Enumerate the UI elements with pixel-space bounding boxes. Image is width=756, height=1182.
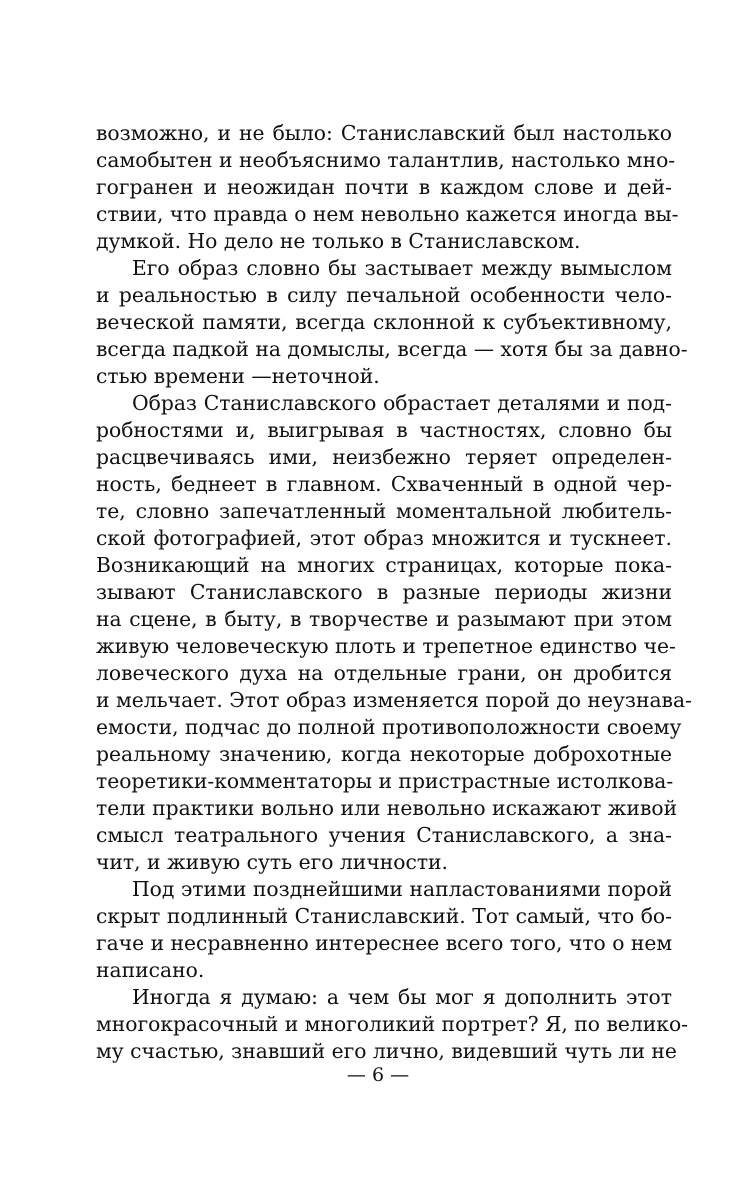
page-body xyxy=(96,120,692,1065)
text-line: Возникающий на многих страницах, которые пока- xyxy=(96,553,672,577)
paragraph xyxy=(96,390,692,876)
text-line: ской фотографией, этот образ множится и тускнеет. xyxy=(96,526,672,550)
text-line: те, словно запечатленный моментальной любитель- xyxy=(96,499,672,523)
paragraph xyxy=(96,876,672,984)
text-line: скрыт подлинный Станиславский. Тот самый, что бо- xyxy=(96,904,672,928)
text-line: Иногда я думаю: а чем бы мог я дополнить этот xyxy=(132,985,672,1009)
text-line: реальному значению, когда некоторые доброхотные xyxy=(96,742,672,766)
text-line: и мельчает. Этот образ изменяется порой до неузнава- xyxy=(96,688,692,712)
page-number: — 6 — xyxy=(346,1064,410,1086)
text-line: смысл театрального учения Станиславского, а зна- xyxy=(96,823,672,847)
text-line: теоретики-комментаторы и пристрастные истолкова- xyxy=(96,769,674,793)
text-line: Его образ словно бы застывает между вымыслом xyxy=(132,256,672,280)
text-line: расцвечиваясь ими, неизбежно теряет определен- xyxy=(96,445,672,469)
text-line: емости, подчас до полной противоположности своему xyxy=(96,715,682,739)
text-line: чит, и живую суть его личности. xyxy=(96,850,449,874)
paragraph xyxy=(96,984,689,1065)
text-line: зывают Станиславского в разные периоды жизни xyxy=(96,580,672,604)
text-line: Под этими позднейшими напластованиями порой xyxy=(132,877,672,901)
paragraph xyxy=(96,120,679,255)
text-line: живую человеческую плоть и трепетное единство че- xyxy=(96,634,676,658)
text-line: тели практики вольно или невольно искажают живой xyxy=(96,796,678,820)
text-line: написано. xyxy=(96,958,205,982)
text-line: самобытен и необъяснимо талантлив, настолько мно- xyxy=(96,148,676,172)
text-line: робностями и, выигрывая в частностях, словно бы xyxy=(96,418,672,442)
text-line: многокрасочный и многоликий портрет? Я, по велико- xyxy=(96,1012,689,1036)
text-line: гаче и несравненно интереснее всего того, что о нем xyxy=(96,931,673,955)
text-line: ствии, что правда о нем невольно кажется иногда вы- xyxy=(96,202,679,226)
text-line: стью времени —неточной. xyxy=(96,364,380,388)
text-line: ловеческого духа на отдельные грани, он дробится xyxy=(96,661,672,685)
text-line: всегда падкой на домыслы, всегда — хотя бы за давно- xyxy=(96,337,688,361)
text-line: думкой. Но дело не только в Станиславском. xyxy=(96,229,581,253)
text-line: веческой памяти, всегда склонной к субъективному, xyxy=(96,310,672,334)
text-line: возможно, и не было: Станиславский был настолько xyxy=(96,121,672,145)
text-line: и реальностью в силу печальной особенности чело- xyxy=(96,283,672,307)
text-line: му счастью, знавший его лично, видевший чуть ли не xyxy=(96,1039,677,1063)
text-line: ность, беднеет в главном. Схваченный в одной чер- xyxy=(96,472,672,496)
text-line: гогранен и неожидан почти в каждом слове и дей- xyxy=(96,175,672,199)
text-line: Образ Станиславского обрастает деталями и под- xyxy=(132,391,672,415)
text-line: на сцене, в быту, в творчестве и разымают при этом xyxy=(96,607,672,631)
paragraph xyxy=(96,255,688,390)
